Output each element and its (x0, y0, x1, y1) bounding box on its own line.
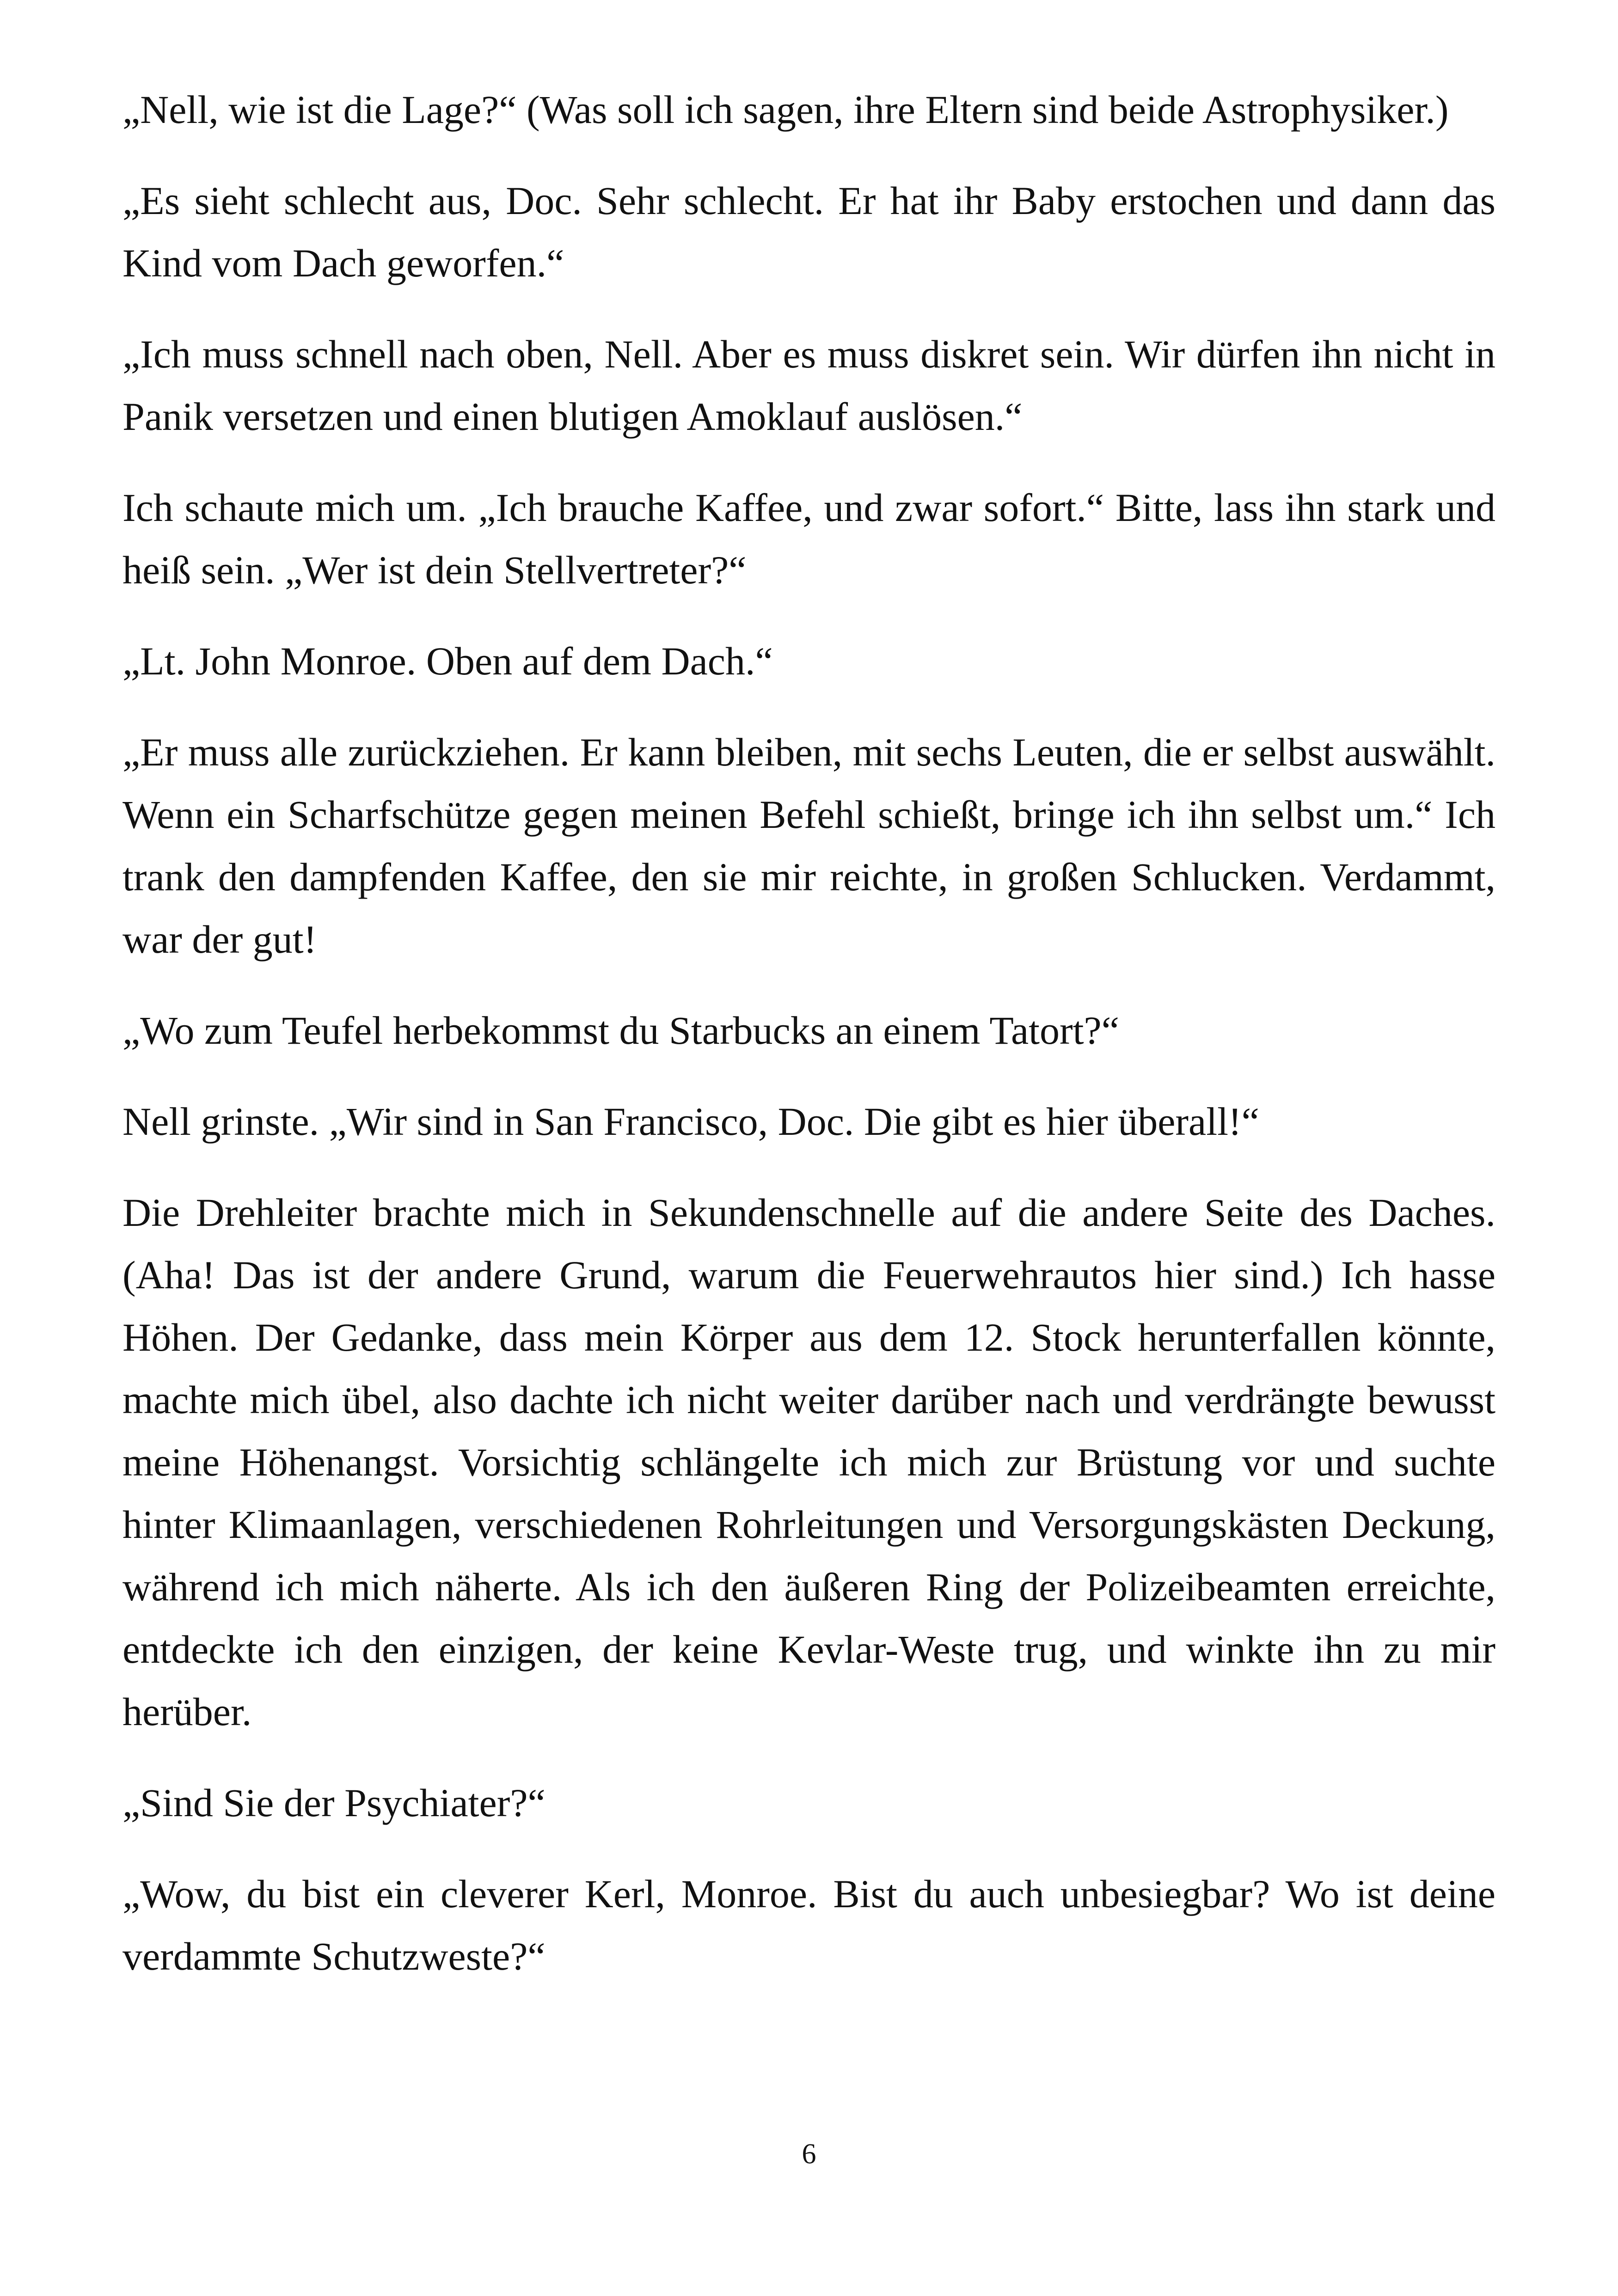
page-number: 6 (802, 2138, 816, 2170)
paragraph-10: „Sind Sie der Psychiater?“ (123, 1781, 545, 1825)
paragraph-4: Ich schaute mich um. „Ich brauche Kaffee, und zwar sofort.“ Bitte, lass ihn stark und heiß sein. „Wer ist dein Stellvertreter?“ (123, 485, 1495, 592)
paragraph-8: Nell grinste. „Wir sind in San Francisco, Doc. Die gibt es hier überall!“ (123, 1099, 1259, 1144)
paragraph-5: „Lt. John Monroe. Oben auf dem Dach.“ (123, 639, 773, 683)
paragraph-7: „Wo zum Teufel herbekommst du Starbucks an einem Tatort?“ (123, 1008, 1119, 1053)
paragraph-9: Die Drehleiter brachte mich in Sekundenschnelle auf die andere Seite des Daches. (Aha! Das ist der andere Grund, warum die Feuerwehrautos hier sind.) Ich hasse Höhen. Der Gedanke, dass mein Körper aus dem 12. Stock herunterfallen könnte, machte mich übel, also dachte ich nicht weiter darüber nach und verdrängte bewusst meine Höhenangst. Vorsichtig schlängelte ich mich zur Brüstung vor und suchte hinter Klimaanlagen, verschiedenen Rohrleitungen und Versorgungskästen Deckung, während ich mich näherte. Als ich den äußeren Ring der Polizeibeamten erreichte, entdeckte ich den einzigen, der keine Kevlar-Weste trug, und winkte ihn zu mir herüber. (123, 1190, 1495, 1734)
page-body (123, 79, 1495, 2016)
paragraph-6: „Er muss alle zurückziehen. Er kann bleiben, mit sechs Leuten, die er selbst auswählt. Wenn ein Scharfschütze gegen meinen Befehl schießt, bringe ich ihn selbst um.“ Ich trank den dampfenden Kaffee, den sie mir reichte, in großen Schlucken. Verdammt, war der gut! (123, 730, 1495, 961)
paragraph-3: „Ich muss schnell nach oben, Nell. Aber es muss diskret sein. Wir dürfen ihn nicht in Panik versetzen und einen blutigen Amoklauf auslösen.“ (123, 332, 1495, 439)
paragraph-1: „Nell, wie ist die Lage?“ (Was soll ich sagen, ihre Eltern sind beide Astrophysiker.) (123, 87, 1449, 132)
paragraph-11: „Wow, du bist ein cleverer Kerl, Monroe. Bist du auch unbesiegbar? Wo ist deine verdammte Schutzweste?“ (123, 1872, 1495, 1978)
paragraph-2: „Es sieht schlecht aus, Doc. Sehr schlecht. Er hat ihr Baby erstochen und dann das Kind vom Dach geworfen.“ (123, 178, 1495, 285)
